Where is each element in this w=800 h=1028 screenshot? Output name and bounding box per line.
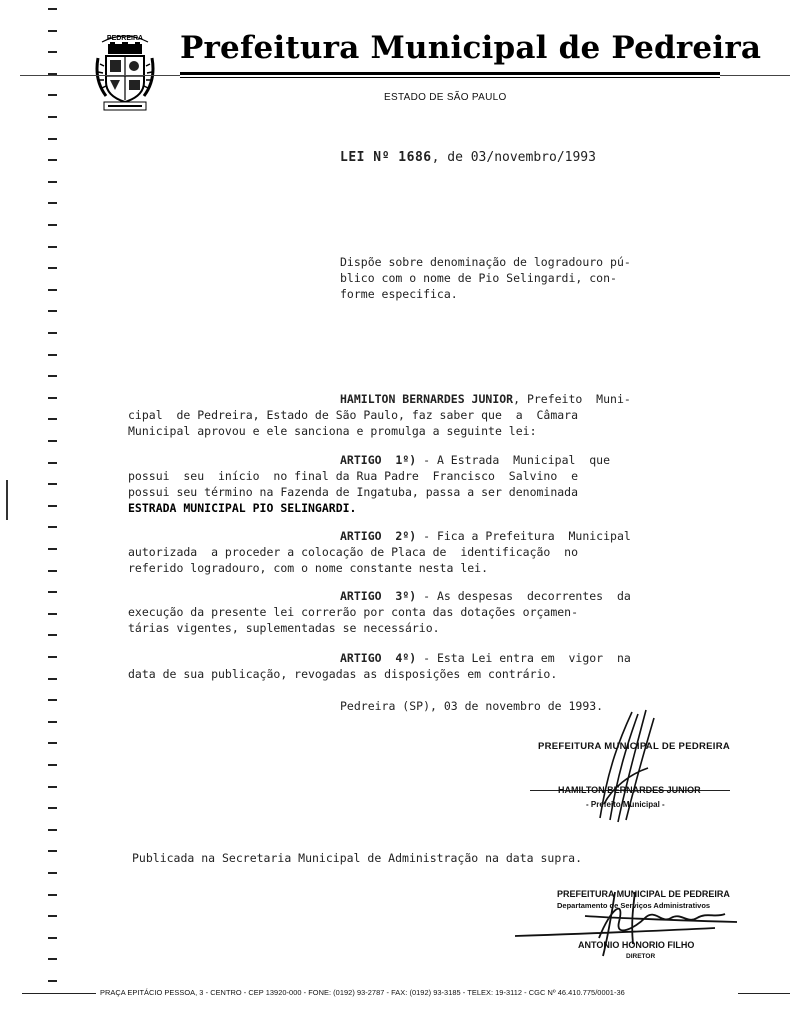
margin-tick (48, 483, 57, 485)
header-rule (180, 72, 720, 75)
margin-tick (48, 786, 57, 788)
page-title: Prefeitura Municipal de Pedreira (180, 30, 762, 66)
intro-paragraph (128, 391, 728, 439)
mayor-signature (590, 708, 670, 826)
article-label: ARTIGO 2º) (340, 529, 417, 543)
footer-rule-right (738, 993, 790, 994)
margin-tick (48, 742, 57, 744)
margin-tick (48, 30, 57, 32)
paragraph-line: Municipal aprovou e ele sanciona e promulga a seguinte lei: (128, 424, 537, 438)
paragraph-line: execução da presente lei correrão por conta das dotações orçamen- (128, 605, 579, 619)
article-4 (128, 650, 728, 682)
margin-tick (48, 872, 57, 874)
road-name: ESTRADA MUNICIPAL PIO SELINGARDI. (128, 501, 357, 515)
margin-tick (48, 526, 57, 528)
margin-tick (48, 202, 57, 204)
margin-tick (48, 915, 57, 917)
paragraph-line: - Esta Lei entra em vigor na (416, 651, 631, 665)
header-rule-left (20, 75, 180, 76)
stamp-mayor-name: HAMILTON BERNARDES JUNIOR (558, 785, 701, 795)
margin-tick (48, 159, 57, 161)
stamp-mayor-role: - Prefeito Municipal - (586, 800, 665, 809)
margin-tick-marks (46, 8, 66, 1008)
margin-tick (48, 289, 57, 291)
paragraph-line: - A Estrada Municipal que (416, 453, 611, 467)
margin-tick (48, 94, 57, 96)
margin-tick (48, 721, 57, 723)
paragraph-line: - As despesas decorrentes da (416, 589, 631, 603)
law-summary (340, 254, 720, 302)
paragraph-line: , Prefeito Muni- (513, 392, 631, 406)
paragraph-line: referido logradouro, com o nome constante nesta lei. (128, 561, 489, 575)
paragraph-line: cipal de Pedreira, Estado de São Paulo, faz saber que a Câmara (128, 408, 579, 422)
place-date: Pedreira (SP), 03 de novembro de 1993. (340, 699, 604, 713)
publication-note: Publicada na Secretaria Municipal de Administração na data supra. (132, 851, 583, 865)
state-subtitle: ESTADO DE SÃO PAULO (384, 92, 507, 103)
margin-tick (48, 267, 57, 269)
summary-line: forme especifica. (340, 287, 458, 301)
paragraph-line: possui seu início no final da Rua Padre Francisco Salvino e (128, 469, 579, 483)
article-label: ARTIGO 4º) (340, 651, 417, 665)
stamp-director-role: DIRETOR (626, 953, 656, 960)
article-2 (128, 528, 728, 576)
margin-tick (48, 418, 57, 420)
mayor-name: HAMILTON BERNARDES JUNIOR (340, 392, 514, 406)
coat-of-arms-icon (94, 28, 156, 114)
margin-tick (48, 440, 57, 442)
margin-tick (48, 980, 57, 982)
margin-tick (48, 8, 57, 10)
margin-tick (48, 397, 57, 399)
margin-tick (48, 591, 57, 593)
law-number (340, 150, 596, 166)
margin-tick (48, 807, 57, 809)
margin-tick (48, 332, 57, 334)
margin-tick (48, 570, 57, 572)
margin-tick (48, 656, 57, 658)
margin-tick (48, 224, 57, 226)
stamp-director-org: PREFEITURA MUNICIPAL DE PEDREIRA (557, 889, 730, 899)
margin-tick (48, 634, 57, 636)
stamp-director-dept: Departamento de Serviços Administrativos (557, 901, 711, 910)
footer-address: PRAÇA EPITÁCIO PESSOA, 3 - CENTRO - CEP 13920-000 - FONE: (0192) 93-2787 - FAX: (0192) 93-3185 - TELEX: 19-3112 - CGC Nº 46.410.775/0001-36 (100, 988, 625, 997)
paragraph-line: autorizada a proceder a colocação de Placa de identificação no (128, 545, 579, 559)
article-label: ARTIGO 3º) (340, 589, 417, 603)
article-3 (128, 588, 728, 636)
margin-tick (48, 958, 57, 960)
margin-tick (48, 548, 57, 550)
margin-tick (48, 310, 57, 312)
margin-tick (48, 699, 57, 701)
margin-tick (48, 181, 57, 183)
margin-tick (48, 116, 57, 118)
margin-tick (48, 613, 57, 615)
margin-tick (48, 678, 57, 680)
margin-tick (48, 829, 57, 831)
margin-tick (48, 850, 57, 852)
header-rule-thin (180, 77, 720, 78)
crest-top-text: PEDREIRA (106, 35, 144, 42)
margin-tick (48, 246, 57, 248)
margin-tick (48, 937, 57, 939)
paragraph-line: data de sua publicação, revogadas as disposições em contrário. (128, 667, 558, 681)
stamp-mayor-org: PREFEITURA MUNICIPAL DE PEDREIRA (538, 741, 731, 752)
footer-rule-left (22, 993, 96, 994)
summary-line: blico com o nome de Pio Selingardi, con- (340, 271, 617, 285)
paragraph-line: tárias vigentes, suplementadas se necessário. (128, 621, 440, 635)
margin-tick (48, 354, 57, 356)
law-date: , de 03/novembro/1993 (431, 150, 596, 165)
margin-tick (48, 51, 57, 53)
scan-artifact-bar (6, 480, 8, 520)
margin-tick (48, 138, 57, 140)
paragraph-line: - Fica a Prefeitura Municipal (416, 529, 631, 543)
margin-tick (48, 375, 57, 377)
article-label: ARTIGO 1º) (340, 453, 417, 467)
header-rule-right (720, 75, 790, 76)
margin-tick (48, 894, 57, 896)
paragraph-line: possui seu término na Fazenda de Ingatuba, passa a ser denominada (128, 485, 579, 499)
summary-line: Dispõe sobre denominação de logradouro pú- (340, 255, 631, 269)
margin-tick (48, 505, 57, 507)
margin-tick (48, 764, 57, 766)
article-1 (128, 452, 728, 516)
margin-tick (48, 462, 57, 464)
stamp-director-name: ANTONIO HONORIO FILHO (578, 940, 695, 950)
law-number-label: LEI Nº 1686 (340, 150, 432, 165)
